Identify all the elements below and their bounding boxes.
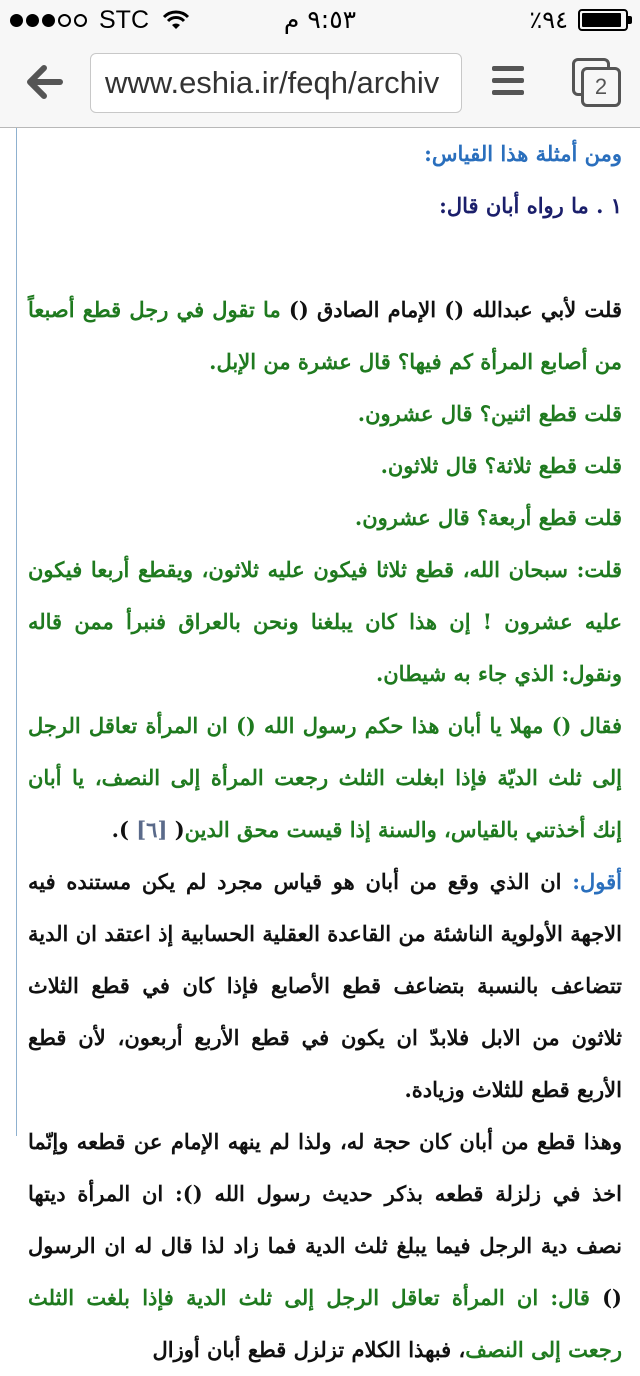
comment-paragraph: [28, 856, 622, 1116]
imam-answer: [28, 700, 622, 856]
question-five: قلت: سبحان الله، قطع ثلاثا فيكون عليه ثلاثون، ويقطع أربعا فيكون عليه عشرون ! إن هذا كان يبلغنا ونحن بالعراق فنبرأ ممن قاله ونقول: الذي جاء به شيطان.: [28, 557, 622, 686]
comment-text: ان الذي وقع من أبان هو قياس مجرد لم يكن مستنده فيه الاجهة الأولوية الناشئة من القاعدة العقلية الحسابية إذ اعتقد ان الدية تتضاعف بالنسبة بتضاعف قطع الأصابع فإذا كان في قطع الثلاث ثلاثون من الابل فلابدّ ان يكون في قطع الأربع أربعون، لأن قطع الأربع قطع للثلاث وزيادة.: [28, 869, 622, 1102]
tab-count: 2: [581, 67, 621, 107]
back-arrow-icon[interactable]: [20, 58, 68, 106]
answer-paren-open: (: [167, 817, 185, 842]
article-body: [28, 128, 622, 1376]
carrier-name: STC: [99, 6, 149, 34]
browser-toolbar: [0, 40, 640, 128]
menu-icon[interactable]: [492, 66, 524, 100]
analysis-text-1: وهذا قطع من أبان كان حجة له، ولذا لم ينهه الإمام عن قطعه وإنّما اخذ في زلزلة قطعه بذكر حديث رسول الله (): ان المرأة ديتها نصف دية الرجل فيما يبلغ ثلث الدية فما زاد لذا قال له ان الرسول (): [28, 1129, 622, 1310]
footnote-link[interactable]: [٦]: [136, 817, 168, 842]
narration-question: ما تقول في رجل قطع أصبعاً من أصابع المرأة كم فيها؟ قال عشرة من الإبل.: [28, 297, 622, 374]
question-four: قلت قطع أربعة؟ قال عشرون.: [354, 505, 622, 530]
imam-answer-text: فقال () مهلا يا أبان هذا حكم رسول الله () ان المرأة تعاقل الرجل إلى ثلث الديّة فإذا ابغلت الثلث رجعت المرأة إلى النصف، يا أبان إنك أخذتني بالقياس، والسنة إذا قيست محق الدين: [28, 713, 622, 842]
answer-paren-close: ).: [111, 817, 137, 842]
status-right: [529, 6, 628, 34]
address-bar[interactable]: www.eshia.ir/feqh/archiv: [90, 53, 462, 113]
comment-label: أقول:: [572, 869, 622, 894]
analysis-text-2: ، فبهذا الكلام تزلزل قطع أبان أوزال: [152, 1337, 466, 1362]
tabs-icon[interactable]: [572, 58, 622, 108]
analysis-paragraph: [28, 1116, 622, 1376]
battery-icon: [578, 9, 628, 31]
narration-intro: قلت لأبي عبدالله () الإمام الصادق (): [280, 297, 623, 322]
status-bar: [0, 0, 640, 40]
web-content: [0, 128, 640, 1362]
section-heading: ومن أمثلة هذا القياس:: [424, 141, 622, 166]
narration-paragraph: [28, 284, 622, 388]
status-time: ٩:٥٣ م: [283, 5, 357, 34]
example-subheading: ١ . ما رواه أبان قال:: [439, 193, 622, 218]
battery-percent: ٪٩٤: [529, 6, 568, 34]
question-two: قلت قطع اثنين؟ قال عشرون.: [357, 401, 622, 426]
analysis-quote: قال: ان المرأة تعاقل الرجل إلى ثلث الدية فإذا بلغت الثلث رجعت إلى النصف: [28, 1285, 622, 1362]
spacer: [28, 232, 622, 284]
question-three: قلت قطع ثلاثة؟ قال ثلاثون.: [380, 453, 622, 478]
